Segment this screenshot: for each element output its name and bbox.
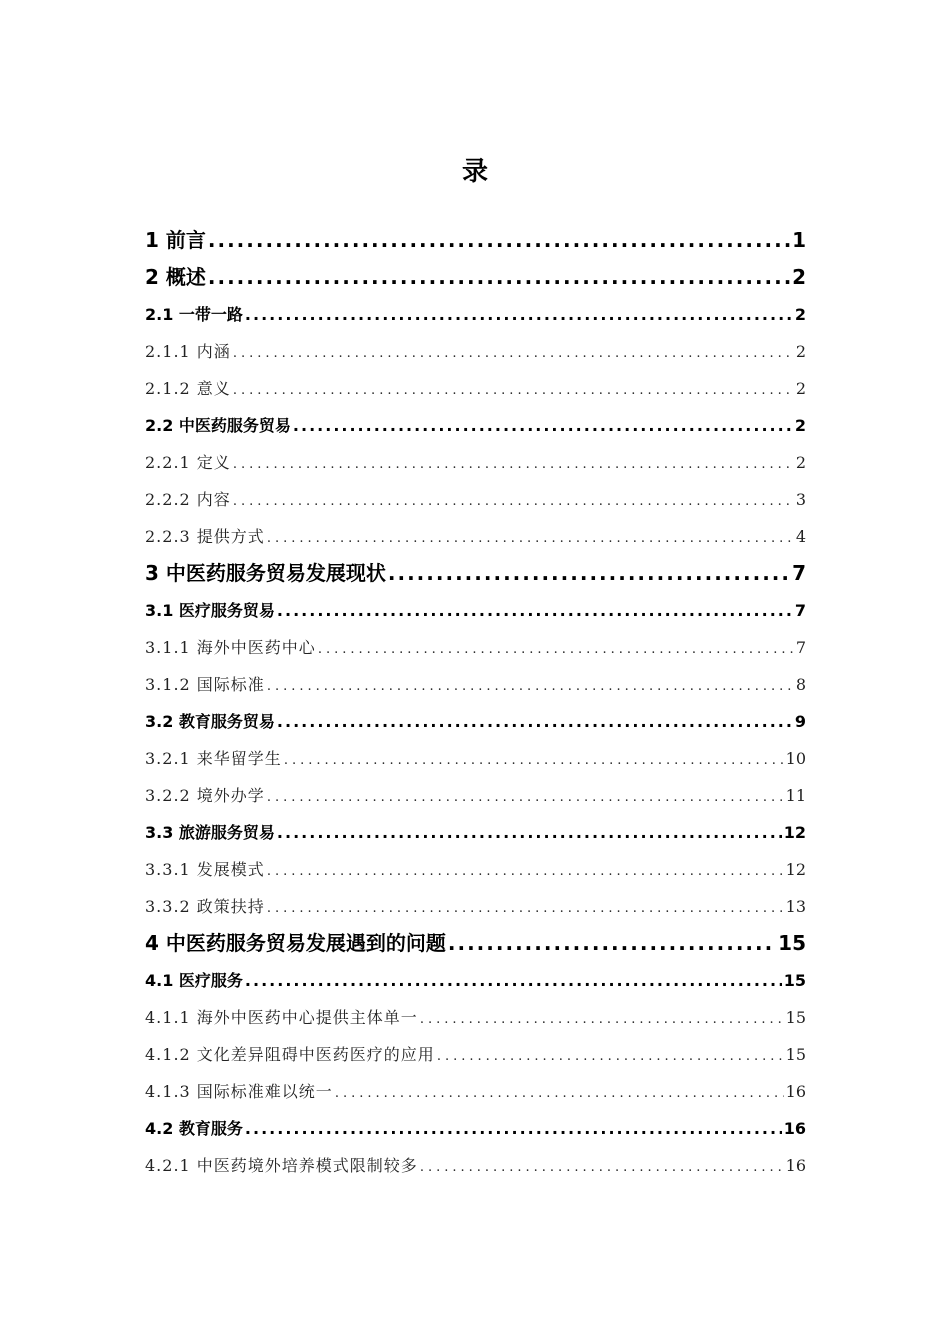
toc-dot-leader [293, 407, 793, 444]
toc-dot-leader [245, 1110, 782, 1147]
toc-entry[interactable] [145, 1073, 806, 1110]
toc-entry-title: 3.1.2 国际标准 [145, 675, 265, 694]
toc-entry-title: 1 前言 [145, 228, 206, 252]
toc-dot-leader [277, 814, 782, 851]
toc-entry[interactable] [145, 962, 806, 999]
toc-entry-page-number: 2 [795, 342, 806, 361]
toc-entry-page-number: 2 [795, 379, 806, 398]
toc-entry[interactable] [145, 888, 806, 925]
table-of-contents [145, 222, 806, 1184]
toc-entry-page-number: 15 [778, 931, 806, 955]
toc-entry[interactable] [145, 259, 806, 296]
toc-entry-page-number: 12 [785, 860, 806, 879]
toc-entry[interactable] [145, 851, 806, 888]
toc-entry-page-number: 16 [785, 1156, 806, 1175]
toc-entry-title: 2.1 一带一路 [145, 305, 243, 324]
toc-entry[interactable] [145, 740, 806, 777]
toc-entry-title: 3.3.2 政策扶持 [145, 897, 265, 916]
toc-entry-title: 3.2.1 来华留学生 [145, 749, 282, 768]
toc-dot-leader [437, 1038, 784, 1073]
toc-entry[interactable] [145, 703, 806, 740]
toc-entry-page-number: 15 [783, 971, 806, 990]
toc-entry[interactable] [145, 592, 806, 629]
toc-dot-leader [448, 925, 776, 962]
toc-entry[interactable] [145, 481, 806, 518]
toc-entry-title: 2.1.1 内涵 [145, 342, 231, 361]
toc-dot-leader [420, 1149, 784, 1184]
toc-entry-title: 4.2 教育服务 [145, 1119, 243, 1138]
toc-dot-leader [245, 296, 793, 333]
toc-entry-title: 4.1.1 海外中医药中心提供主体单一 [145, 1008, 418, 1027]
toc-entry[interactable] [145, 555, 806, 592]
toc-entry-page-number: 11 [785, 786, 806, 805]
toc-entry-page-number: 13 [785, 897, 806, 916]
toc-dot-leader [335, 1075, 784, 1110]
toc-dot-leader [267, 668, 794, 703]
toc-entry-page-number: 12 [783, 823, 806, 842]
toc-entry[interactable] [145, 999, 806, 1036]
toc-entry-page-number: 7 [792, 561, 806, 585]
toc-entry-page-number: 4 [795, 527, 806, 546]
toc-entry-title: 4 中医药服务贸易发展遇到的问题 [145, 931, 446, 955]
toc-dot-leader [233, 483, 794, 518]
toc-entry[interactable] [145, 333, 806, 370]
toc-dot-leader [208, 259, 790, 296]
toc-entry[interactable] [145, 1110, 806, 1147]
toc-entry[interactable] [145, 666, 806, 703]
toc-entry[interactable] [145, 407, 806, 444]
toc-entry-page-number: 1 [792, 228, 806, 252]
toc-entry-title: 4.1.3 国际标准难以统一 [145, 1082, 333, 1101]
toc-dot-leader [388, 555, 790, 592]
toc-entry[interactable] [145, 518, 806, 555]
toc-entry-title: 3.3.1 发展模式 [145, 860, 265, 879]
toc-entry[interactable] [145, 222, 806, 259]
toc-entry[interactable] [145, 296, 806, 333]
toc-dot-leader [318, 631, 794, 666]
toc-dot-leader [267, 520, 794, 555]
toc-entry[interactable] [145, 814, 806, 851]
toc-dot-leader [233, 372, 794, 407]
toc-dot-leader [267, 779, 784, 814]
toc-entry[interactable] [145, 777, 806, 814]
toc-entry-title: 2.2.2 内容 [145, 490, 231, 509]
toc-entry-page-number: 8 [795, 675, 806, 694]
toc-entry-title: 4.1.2 文化差异阻碍中医药医疗的应用 [145, 1045, 435, 1064]
toc-entry-page-number: 15 [785, 1045, 806, 1064]
toc-entry-page-number: 7 [795, 638, 806, 657]
toc-dot-leader [245, 962, 782, 999]
toc-entry-page-number: 10 [785, 749, 806, 768]
toc-entry-title: 2.2.3 提供方式 [145, 527, 265, 546]
toc-entry[interactable] [145, 629, 806, 666]
toc-dot-leader [233, 335, 794, 370]
toc-entry[interactable] [145, 1036, 806, 1073]
toc-entry-title: 2.1.2 意义 [145, 379, 231, 398]
toc-entry-page-number: 2 [795, 453, 806, 472]
toc-dot-leader [277, 703, 793, 740]
toc-entry-title: 3.2.2 境外办学 [145, 786, 265, 805]
toc-entry[interactable] [145, 1147, 806, 1184]
toc-entry-page-number: 2 [794, 416, 806, 435]
toc-entry-title: 3.3 旅游服务贸易 [145, 823, 275, 842]
toc-entry-title: 3 中医药服务贸易发展现状 [145, 561, 386, 585]
toc-entry-page-number: 7 [794, 601, 806, 620]
toc-entry-page-number: 16 [783, 1119, 806, 1138]
toc-entry-page-number: 3 [795, 490, 806, 509]
toc-dot-leader [420, 1001, 784, 1036]
toc-dot-leader [208, 222, 790, 259]
toc-entry-title: 3.1.1 海外中医药中心 [145, 638, 316, 657]
toc-entry[interactable] [145, 444, 806, 481]
page-title: 录 [461, 157, 488, 187]
toc-entry-title: 3.2 教育服务贸易 [145, 712, 275, 731]
toc-entry-page-number: 2 [792, 265, 806, 289]
toc-entry-title: 4.1 医疗服务 [145, 971, 243, 990]
toc-entry-page-number: 9 [794, 712, 806, 731]
toc-entry-title: 2 概述 [145, 265, 206, 289]
toc-entry-title: 3.1 医疗服务贸易 [145, 601, 275, 620]
toc-entry-title: 2.2.1 定义 [145, 453, 231, 472]
toc-entry-page-number: 15 [785, 1008, 806, 1027]
toc-entry[interactable] [145, 925, 806, 962]
toc-dot-leader [233, 446, 794, 481]
toc-entry-page-number: 16 [785, 1082, 806, 1101]
toc-dot-leader [284, 742, 784, 777]
toc-entry-title: 2.2 中医药服务贸易 [145, 416, 291, 435]
toc-dot-leader [267, 853, 784, 888]
toc-entry-page-number: 2 [794, 305, 806, 324]
toc-entry-title: 4.2.1 中医药境外培养模式限制较多 [145, 1156, 418, 1175]
toc-dot-leader [267, 890, 784, 925]
toc-dot-leader [277, 592, 793, 629]
toc-entry[interactable] [145, 370, 806, 407]
